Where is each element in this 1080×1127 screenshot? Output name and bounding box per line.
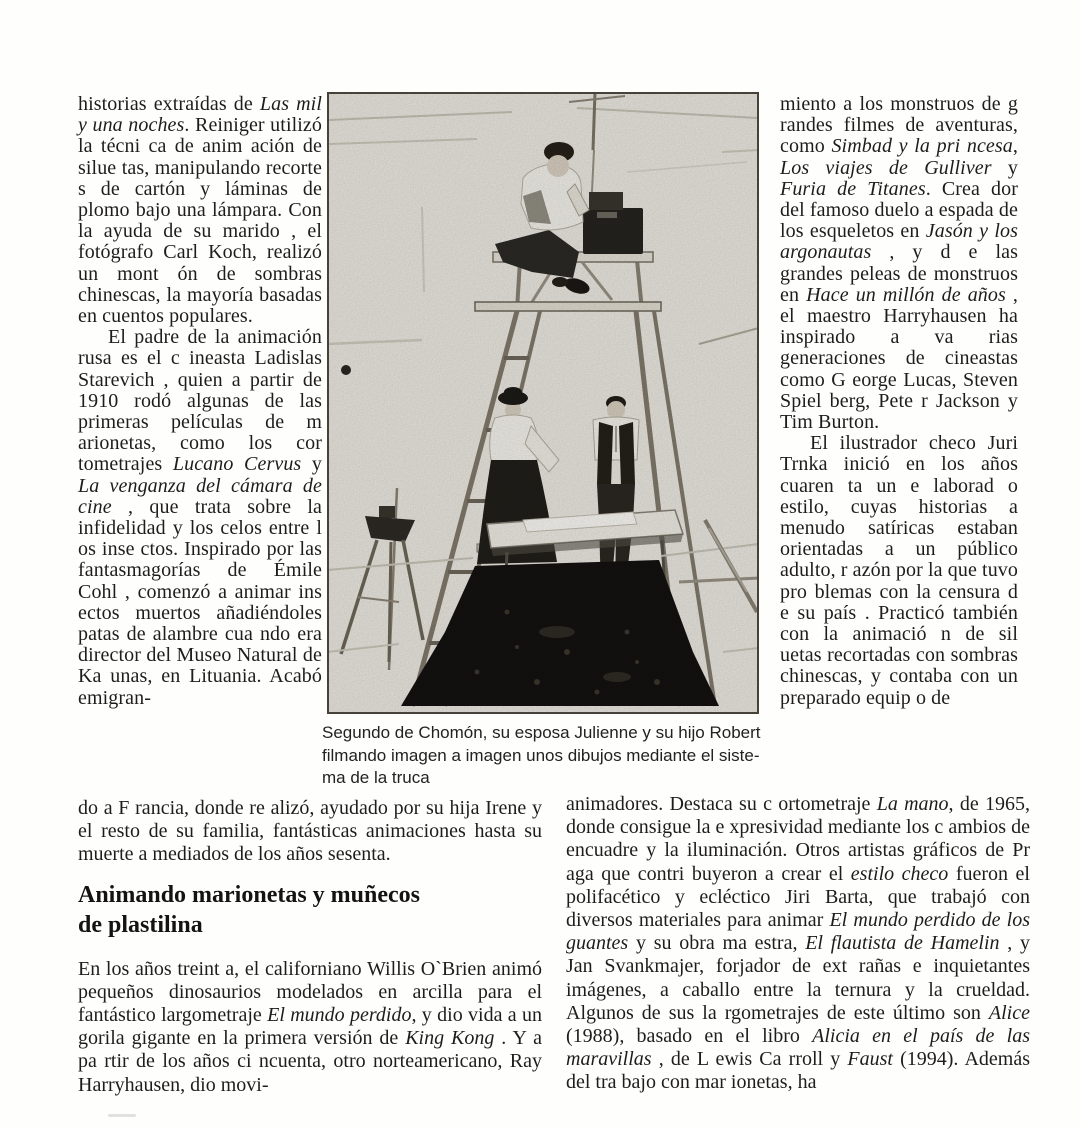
paragraph <box>78 797 542 867</box>
text-run: El padre de la animación rusa es el c ineasta Ladislas Starevich , quien a partir de 1910 rodó algunas de las primeras películas de m arionetas, como los cor tometrajes <box>78 326 322 476</box>
italic-text-run: Lucano Cervus <box>172 453 302 476</box>
text-run: , de 1965, donde consigue la e xpresividad mediante los c ambios de encuadre y la iluminación. Otros artistas gráficos de Pr aga que contri buyeron a crear el <box>566 793 1030 885</box>
italic-text-run: estilo checo <box>850 862 949 885</box>
text-run: En los años treint a, el californiano Willis O`Brien animó pequeños dinosaurios modelados en arcilla para el fantástico largometraje <box>78 957 542 1027</box>
text-run: do a F rancia, donde re alizó, ayudado por su hija Irene y el resto de su familia, fantásticas animaciones hasta su muerte a mediados de los años sesenta. <box>78 797 542 866</box>
italic-text-run: Alicia en el país de las maravillas <box>566 1025 1030 1071</box>
text-run: y <box>991 156 1018 179</box>
paragraph <box>566 793 1030 1095</box>
photo-illustration <box>327 92 759 714</box>
section-heading <box>78 880 542 940</box>
column-top-left <box>78 94 322 709</box>
italic-text-run: Simbad y la pri ncesa <box>831 135 1013 158</box>
text-run: , que trata sobre la infidelidad y los celos entre l os inse ctos. Inspirado por las fantasmagorías de Émile Cohl , comenzó a animar ins ectos muertos añadiéndoles patas de alambre cua ndo era director del Museo Natural de Ka unas, en Lituania. Acabó emigran- <box>78 495 322 709</box>
column-bottom-left <box>78 797 542 1097</box>
text-run: fueron el polifacético y ecléctico Jiri Barta, que trabajó con diversos materiales para animar <box>566 862 1030 932</box>
text-run: , y d e las grandes peleas de monstruos en <box>780 241 1018 306</box>
text-run: . Y a pa rtir de los años ci ncuenta, otro norteamericano, Ray Harryhausen, dio movi- <box>78 1027 542 1096</box>
paragraph <box>78 94 322 327</box>
italic-text-run: King Kong <box>405 1027 495 1050</box>
text-run: , el maestro Harryhausen ha inspirado a va rias generaciones de cineastas como G eorge Lucas, Steven Spiel berg, Pete r Jackson y Tim Burton. <box>780 283 1018 434</box>
text-run: , de L ewis Ca rroll y <box>651 1048 848 1071</box>
italic-text-run: La mano <box>876 793 949 815</box>
paragraph <box>780 433 1018 709</box>
text-run: , y Jan Svankmajer, forjador de ext rañas e inquietantes imágenes, a caballo entre la ternura y la crueldad. Algunos de sus la rgometrajes de este último son <box>566 932 1031 1024</box>
text-run: , y dio vida a un gorila gigante en la primera versión de <box>78 1004 542 1050</box>
paragraph <box>780 94 1018 433</box>
text-run: El ilustrador checo Juri Trnka inició en los años cuaren ta un e laborad o estilo, cuyas historias a menudo satíricas estaban orientadas a un público adulto, r azón por la que tuvo pro blemas con la censura d e su país . Practicó también con la animació n de sil uetas recortadas con sombras chinescas, y contaba con un preparado equip o de <box>780 432 1018 709</box>
text-run: historias extraídas de <box>78 93 260 115</box>
heading-line: Animando marionetas y muñecos <box>78 881 421 908</box>
paragraph-group-after-heading <box>78 958 542 1097</box>
heading-line: de plastilina <box>78 911 203 938</box>
italic-text-run: Furia de Titanes <box>780 177 926 200</box>
italic-text-run: El flautista de Hamelin <box>805 932 1000 955</box>
italic-text-run: Jasón y los argonautas <box>780 220 1019 264</box>
text-run: y <box>301 453 322 476</box>
italic-text-run: Alice <box>988 1001 1030 1024</box>
scan-smudge <box>108 1114 136 1117</box>
paragraph <box>78 958 542 1097</box>
italic-text-run: Hace un millón de años <box>806 283 1006 306</box>
italic-text-run: Las mil y una noches <box>78 93 322 137</box>
film-grain <box>327 92 759 714</box>
text-run: , <box>1012 135 1018 158</box>
caption-line: filmando imagen a imagen unos dibujos mediante el siste- <box>322 745 760 765</box>
column-top-right <box>780 94 1018 709</box>
italic-text-run: El mundo perdido <box>267 1004 412 1027</box>
text-run: miento a los monstruos de g randes filmes de aventuras, como <box>780 93 1018 158</box>
paragraph-group-continuation <box>78 797 542 867</box>
italic-text-run: La venganza del cámara de cine <box>78 474 322 518</box>
photo-caption <box>322 722 774 790</box>
caption-line: ma de la truca <box>322 768 430 787</box>
text-run: (1988), basado en el libro <box>566 1025 813 1048</box>
text-run: y su obra ma estra, <box>628 932 806 955</box>
paragraph <box>78 327 322 709</box>
column-bottom-right <box>566 793 1030 1095</box>
italic-text-run: Los viajes de Gulliver <box>780 156 992 179</box>
text-run: . Crea dor del famoso duelo a espada de los esqueletos en <box>780 177 1018 243</box>
italic-text-run: El mundo perdido de los guantes <box>566 909 1030 955</box>
caption-line: Segundo de Chomón, su esposa Julienne y su hijo Robert <box>322 723 761 742</box>
text-run: animadores. Destaca su c ortometraje <box>566 793 877 815</box>
text-run: (1994). Además del tra bajo con mar ionetas, ha <box>566 1048 1030 1094</box>
italic-text-run: Faust <box>847 1048 893 1071</box>
text-run: . Reiniger utilizó la técni ca de anim ación de silue tas, manipulando recorte s de cartón y láminas de plomo bajo una lámpara. Con la ayuda de su marido , el fotógrafo Carl Koch, realizó un mont ón de sombras chinescas, la mayoría basadas en cuentos populares. <box>78 114 322 328</box>
photo-figure <box>327 92 759 714</box>
